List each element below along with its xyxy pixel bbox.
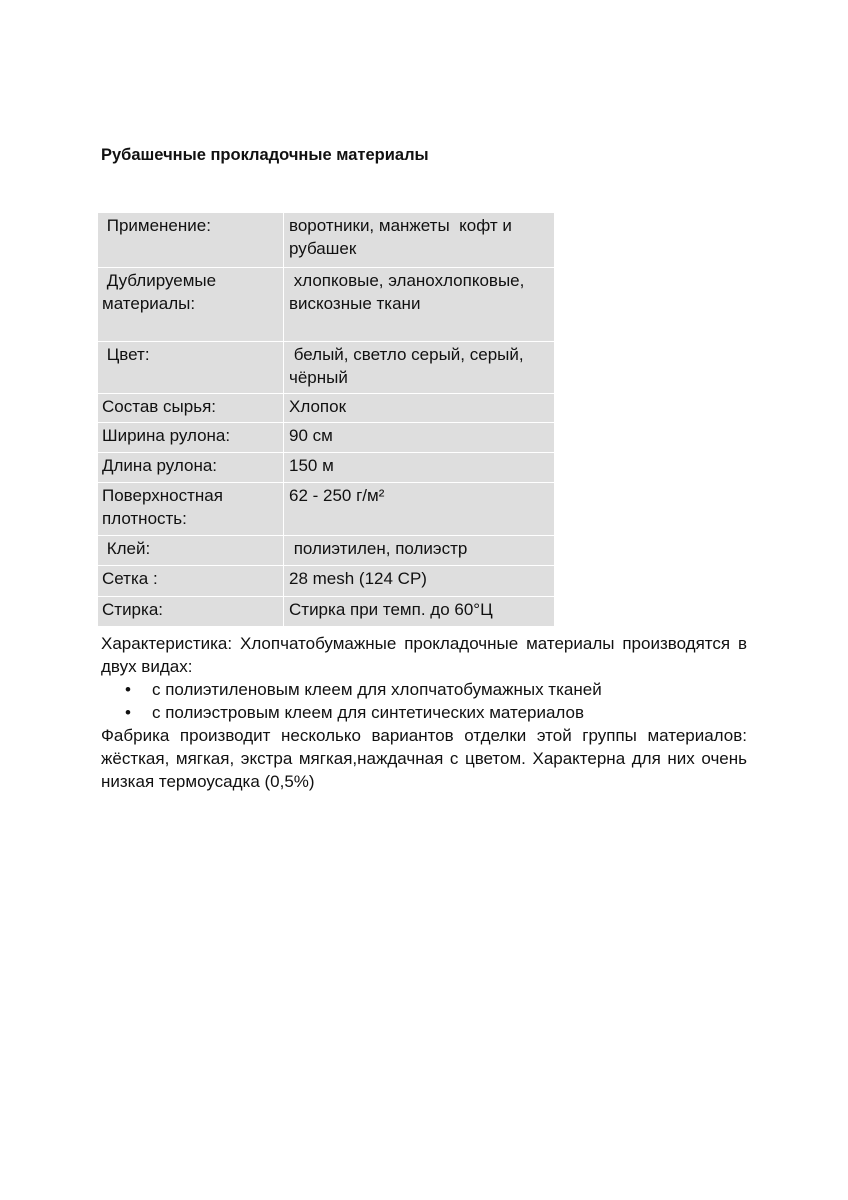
table-row bbox=[98, 597, 555, 627]
table-row bbox=[98, 453, 555, 483]
spec-label-roll-length: Длина рулона: bbox=[98, 453, 284, 483]
spec-value-density: 62 - 250 г/м² bbox=[284, 483, 555, 536]
spec-label-glue: Клей: bbox=[98, 536, 284, 566]
list-item-text: с полиэстровым клеем для синтетических материалов bbox=[152, 703, 585, 722]
spec-value-roll-length: 150 м bbox=[284, 453, 555, 483]
list-item-text: с полиэтиленовым клеем для хлопчатобумажных тканей bbox=[152, 680, 602, 699]
closing-paragraph: Фабрика производит несколько вариантов отделки этой группы материалов: жёсткая, мягкая, экстра мягкая,наждачная с цветом. Характерна для них очень низкая термоусадка (0,5%) bbox=[101, 726, 747, 791]
table-row bbox=[98, 213, 555, 268]
table-row bbox=[98, 342, 555, 394]
table-row bbox=[98, 483, 555, 536]
spec-value-application: воротники, манжеты кофт и рубашек bbox=[284, 213, 555, 268]
spec-label-mesh: Сетка : bbox=[98, 566, 284, 597]
spec-table bbox=[97, 212, 555, 627]
table-row bbox=[98, 423, 555, 453]
spec-value-composition: Хлопок bbox=[284, 394, 555, 423]
spec-label-composition: Состав сырья: bbox=[98, 394, 284, 423]
list-item bbox=[101, 701, 747, 724]
spec-label-density: Поверхностная плотность: bbox=[98, 483, 284, 536]
spec-label-materials: Дублируемые материалы: bbox=[98, 268, 284, 342]
characteristic-paragraph: Характеристика: Хлопчатобумажные прокладочные материалы производятся в двух видах: bbox=[101, 634, 747, 676]
bullet-icon: • bbox=[125, 680, 131, 699]
table-row bbox=[98, 394, 555, 423]
bullet-list bbox=[101, 678, 747, 724]
spec-value-glue: полиэтилен, полиэстр bbox=[284, 536, 555, 566]
spec-value-color: белый, светло серый, серый, чёрный bbox=[284, 342, 555, 394]
spec-value-mesh: 28 mesh (124 CP) bbox=[284, 566, 555, 597]
spec-value-wash: Стирка при темп. до 60°Ц bbox=[284, 597, 555, 627]
bullet-icon: • bbox=[125, 703, 131, 722]
spec-value-roll-width: 90 см bbox=[284, 423, 555, 453]
table-row bbox=[98, 536, 555, 566]
spec-label-application: Применение: bbox=[98, 213, 284, 268]
spec-label-wash: Стирка: bbox=[98, 597, 284, 627]
spec-label-roll-width: Ширина рулона: bbox=[98, 423, 284, 453]
spec-label-color: Цвет: bbox=[98, 342, 284, 394]
list-item bbox=[101, 678, 747, 701]
page-title: Рубашечные прокладочные материалы bbox=[101, 146, 429, 164]
spec-value-materials: хлопковые, эланохлопковые, вискозные ткани bbox=[284, 268, 555, 342]
table-row bbox=[98, 566, 555, 597]
body-text bbox=[101, 632, 747, 793]
table-row bbox=[98, 268, 555, 342]
